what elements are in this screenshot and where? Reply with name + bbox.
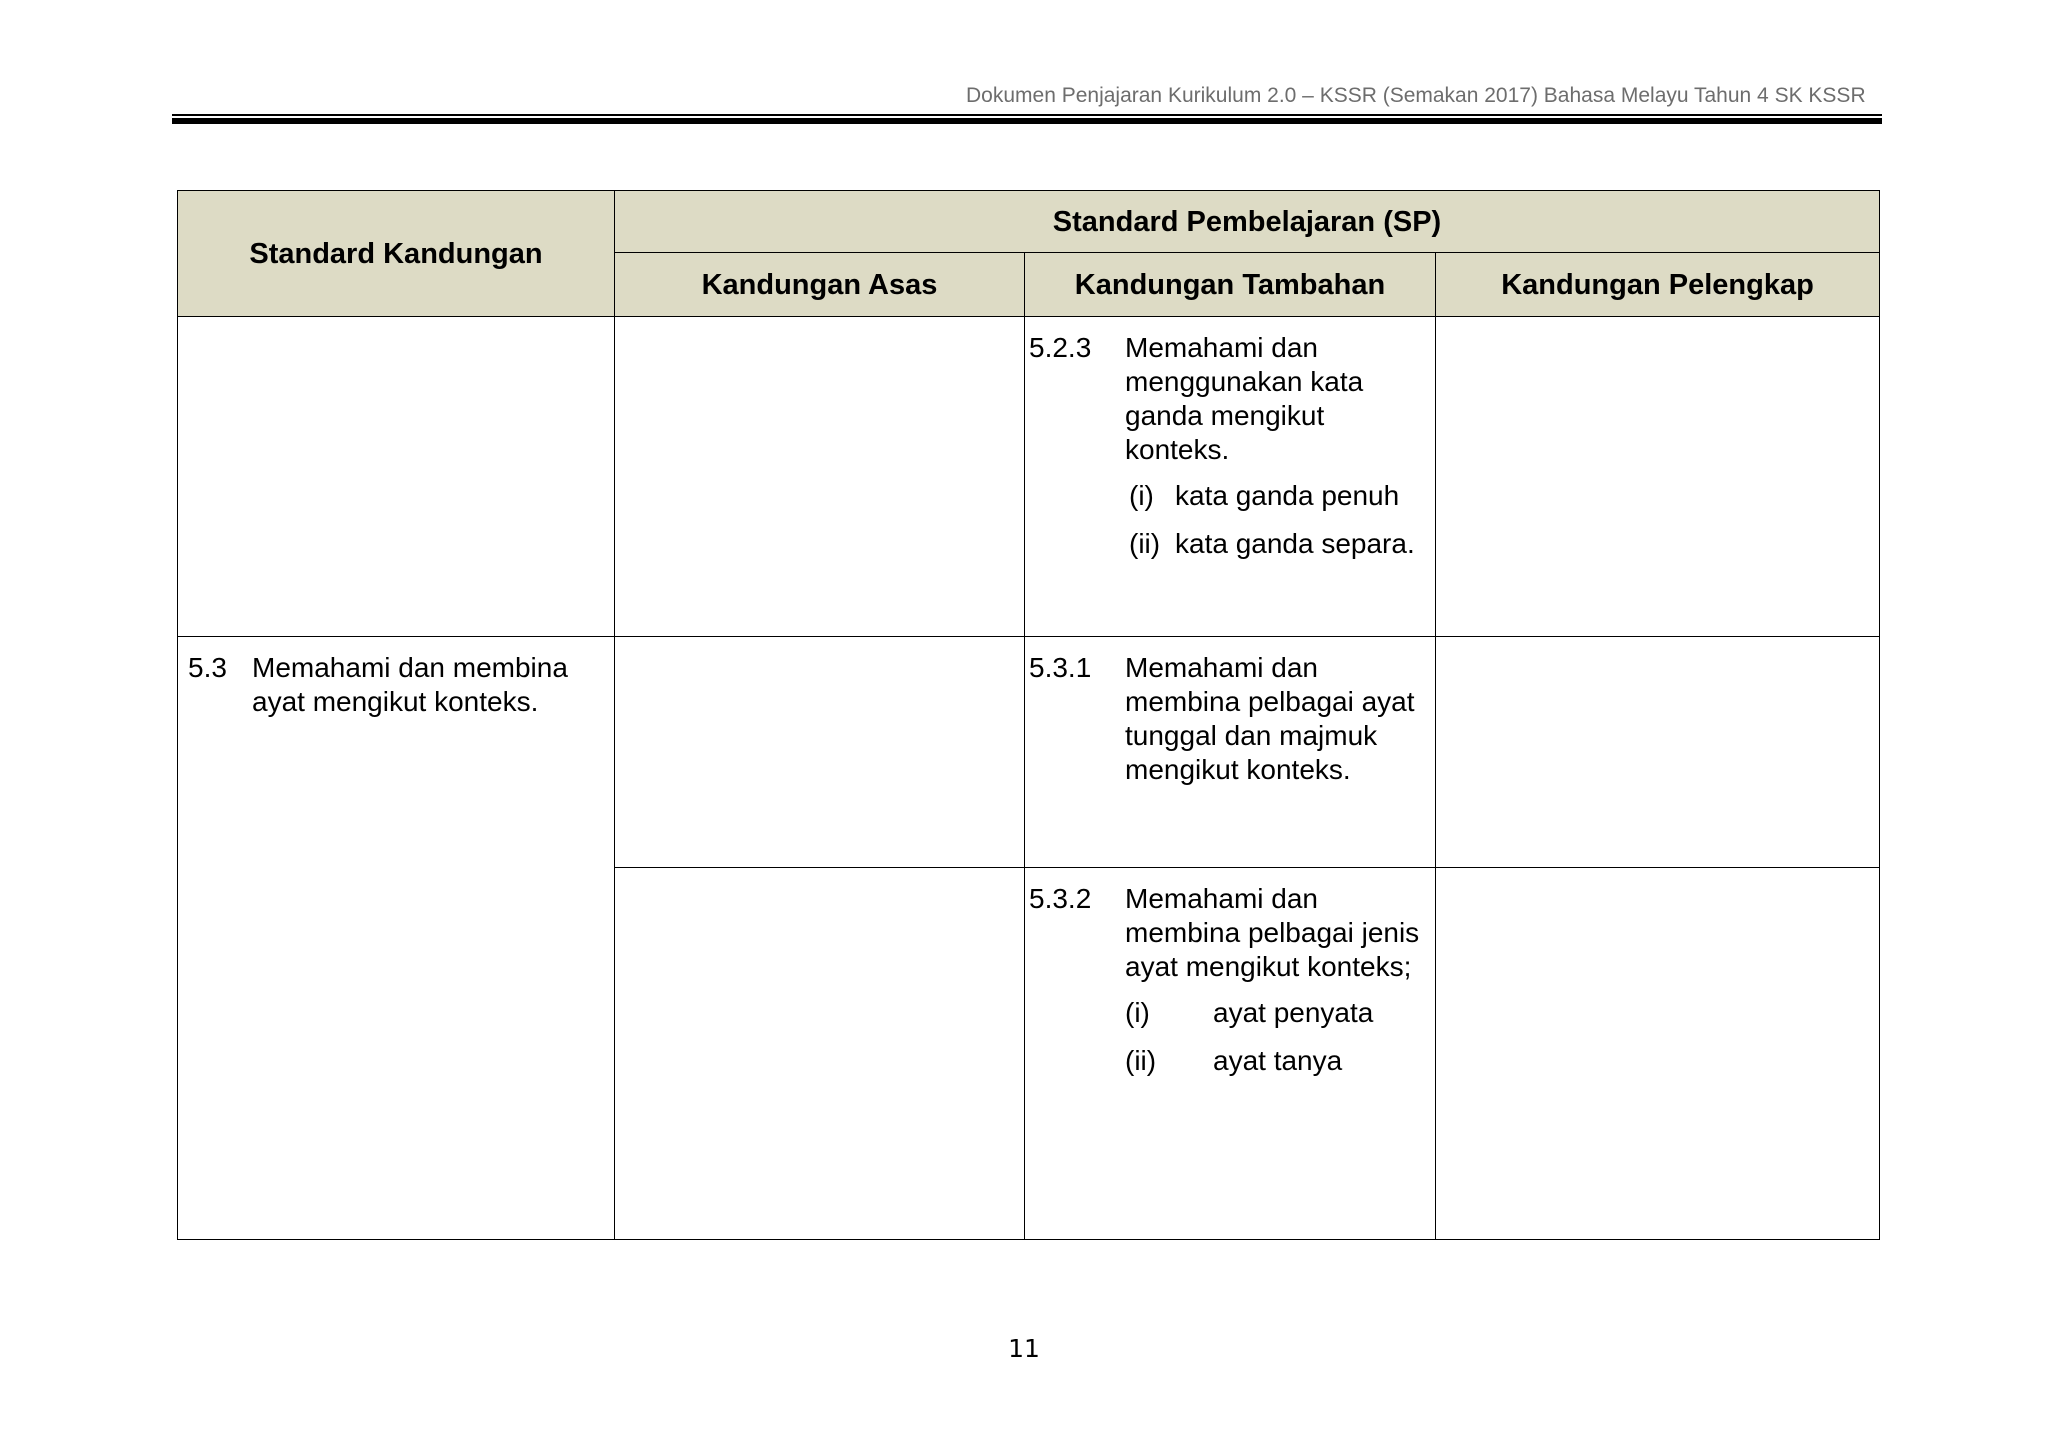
sp-text: Memahami dan menggunakan kata ganda mengikut konteks. xyxy=(1125,332,1364,465)
sub-item xyxy=(1129,479,1435,513)
sub-item-text: ayat penyata xyxy=(1213,997,1374,1028)
sk-text: Memahami dan membina ayat mengikut konteks. xyxy=(252,652,568,717)
sk-number: 5.3 xyxy=(188,652,227,683)
page-number: 11 xyxy=(1008,1334,1040,1363)
sp-item xyxy=(1025,637,1435,787)
table-row xyxy=(178,317,1880,637)
cell-standard-kandungan xyxy=(178,317,615,637)
sub-item-text: ayat tanya xyxy=(1213,1045,1343,1076)
header-divider-thick xyxy=(172,118,1882,124)
cell-kandungan-tambahan xyxy=(1025,317,1436,637)
sub-item xyxy=(1125,1044,1435,1078)
header-kandungan-tambahan: Kandungan Tambahan xyxy=(1025,253,1436,317)
cell-kandungan-asas xyxy=(615,317,1025,637)
sub-item-numeral: (ii) xyxy=(1125,1045,1157,1076)
header-standard-pembelajaran: Standard Pembelajaran (SP) xyxy=(615,191,1880,253)
cell-kandungan-asas xyxy=(615,637,1025,868)
header-kandungan-pelengkap: Kandungan Pelengkap xyxy=(1436,253,1880,317)
sp-text: Memahami dan membina pelbagai ayat tunggal dan majmuk mengikut konteks. xyxy=(1125,652,1415,785)
header-divider-thin xyxy=(172,114,1882,116)
sub-item-text: kata ganda separa. xyxy=(1175,528,1415,559)
cell-standard-kandungan xyxy=(178,637,615,1240)
cell-kandungan-tambahan xyxy=(1025,637,1436,868)
sub-item-numeral: (ii) xyxy=(1129,528,1161,559)
sub-item-list xyxy=(1025,996,1435,1078)
cell-kandungan-pelengkap xyxy=(1436,868,1880,1240)
cell-kandungan-pelengkap xyxy=(1436,317,1880,637)
sp-item xyxy=(1025,868,1435,984)
table-row xyxy=(178,637,1880,868)
cell-kandungan-pelengkap xyxy=(1436,637,1880,868)
document-header-title: Dokumen Penjajaran Kurikulum 2.0 – KSSR (Semakan 2017) Bahasa Melayu Tahun 4 SK KSSR xyxy=(966,84,1866,107)
sub-item-numeral: (i) xyxy=(1125,997,1150,1028)
sp-number: 5.3.1 xyxy=(1029,652,1092,683)
header-standard-kandungan: Standard Kandungan xyxy=(178,191,615,317)
sp-number: 5.2.3 xyxy=(1029,332,1092,363)
sp-text: Memahami dan membina pelbagai jenis ayat mengikut konteks; xyxy=(1125,883,1420,982)
sk-item xyxy=(178,637,614,719)
sub-item-list xyxy=(1025,479,1435,561)
sub-item xyxy=(1129,527,1435,561)
sub-item-numeral: (i) xyxy=(1129,480,1154,511)
cell-kandungan-tambahan xyxy=(1025,868,1436,1240)
standards-table xyxy=(177,190,1880,1240)
sp-item xyxy=(1025,317,1435,467)
sub-item-text: kata ganda penuh xyxy=(1175,480,1400,511)
sp-number: 5.3.2 xyxy=(1029,883,1092,914)
cell-kandungan-asas xyxy=(615,868,1025,1240)
header-kandungan-asas: Kandungan Asas xyxy=(615,253,1025,317)
sub-item xyxy=(1125,996,1435,1030)
